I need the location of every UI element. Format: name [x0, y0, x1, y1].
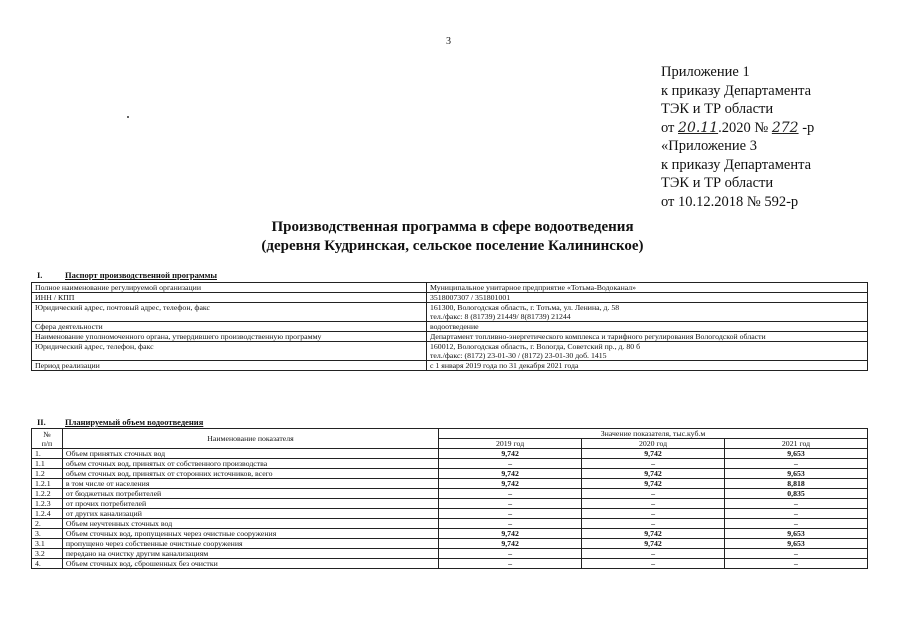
- row-value: –: [582, 509, 725, 519]
- row-value: –: [725, 519, 868, 529]
- volume-row: [32, 529, 868, 539]
- volume-row: [32, 539, 868, 549]
- row-value: –: [439, 489, 582, 499]
- row-value: 9,742: [582, 539, 725, 549]
- header-num: № п/п: [32, 429, 63, 449]
- appendix-line-6: к приказу Департамента: [661, 156, 812, 173]
- passport-row: [32, 342, 868, 361]
- row-value: –: [725, 559, 868, 569]
- row-name: от других канализаций: [62, 509, 438, 519]
- row-number: 1.2.3: [32, 499, 63, 509]
- row-value: –: [725, 499, 868, 509]
- scan-speck: [127, 116, 129, 118]
- row-value: 9,742: [582, 469, 725, 479]
- passport-value: Муниципальное унитарное предприятие «Тотьма-Водоканал»: [427, 283, 868, 293]
- passport-row: [32, 332, 868, 342]
- handwritten-date: 20.11: [678, 119, 719, 136]
- row-name: Объем сточных вод, пропущенных через очистные сооружения: [62, 529, 438, 539]
- row-value: –: [582, 499, 725, 509]
- row-value: –: [439, 499, 582, 509]
- volume-row: [32, 449, 868, 459]
- row-value: –: [725, 549, 868, 559]
- appendix-line-8: от 10.12.2018 № 592-р: [661, 193, 799, 210]
- passport-table: [31, 282, 868, 371]
- row-number: 1.2.4: [32, 509, 63, 519]
- row-value: –: [582, 489, 725, 499]
- handwritten-order-number: 272: [771, 119, 799, 136]
- row-number: 1.: [32, 449, 63, 459]
- appendix-order-date: от 20.11.2020 № 272 -р: [661, 119, 815, 136]
- passport-label: ИНН / КПП: [32, 293, 427, 303]
- appendix-line-2: к приказу Департамента: [661, 82, 812, 99]
- passport-row: [32, 361, 868, 371]
- appendix-line-7: ТЭК и ТР области: [661, 175, 774, 191]
- row-value: –: [439, 509, 582, 519]
- passport-row: [32, 303, 868, 322]
- row-number: 3.1: [32, 539, 63, 549]
- appendix-line-5: «Приложение 3: [661, 138, 757, 154]
- volume-row: [32, 469, 868, 479]
- row-number: 1.1: [32, 459, 63, 469]
- row-name: от бюджетных потребителей: [62, 489, 438, 499]
- passport-row: [32, 293, 868, 303]
- row-value: 9,653: [725, 469, 868, 479]
- row-name: в том числе от населения: [62, 479, 438, 489]
- row-value: 0,835: [725, 489, 868, 499]
- row-value: –: [725, 459, 868, 469]
- header-year-2020: 2020 год: [582, 439, 725, 449]
- header-year-2021: 2021 год: [725, 439, 868, 449]
- volume-table: [31, 428, 868, 569]
- row-value: 8,818: [725, 479, 868, 489]
- passport-label: Юридический адрес, почтовый адрес, телефон, факс: [32, 303, 427, 322]
- passport-value: Департамент топливно-энергетического комплекса и тарифного регулирования Вологодской области: [427, 332, 868, 342]
- row-name: Объем неучтенных сточных вод: [62, 519, 438, 529]
- volume-row: [32, 509, 868, 519]
- row-name: Объем принятых сточных вод: [62, 449, 438, 459]
- row-value: 9,742: [439, 539, 582, 549]
- row-number: 4.: [32, 559, 63, 569]
- row-number: 1.2.1: [32, 479, 63, 489]
- passport-row: [32, 322, 868, 332]
- row-name: от прочих потребителей: [62, 499, 438, 509]
- volume-row: [32, 489, 868, 499]
- volume-row: [32, 459, 868, 469]
- header-name: Наименование показателя: [62, 429, 438, 449]
- passport-label: Юридический адрес, телефон, факс: [32, 342, 427, 361]
- row-value: 9,742: [439, 479, 582, 489]
- passport-value: 160012, Вологодская область, г. Вологда, Советский пр., д. 80 б тел./факс: (8172) 23-01-30 / (8172) 23-01-30 доб. 1415: [427, 342, 868, 361]
- row-value: 9,742: [582, 479, 725, 489]
- section-1-heading: I. Паспорт производственной программы: [37, 270, 218, 280]
- row-name: передано на очистку другим канализациям: [62, 549, 438, 559]
- volume-row: [32, 549, 868, 559]
- volume-row: [32, 479, 868, 489]
- row-value: 9,742: [439, 469, 582, 479]
- header-year-2019: 2019 год: [439, 439, 582, 449]
- row-number: 1.2.2: [32, 489, 63, 499]
- section-2-heading: II. Планируемый объем водоотведения: [37, 417, 204, 427]
- row-value: 9,742: [582, 449, 725, 459]
- row-number: 2.: [32, 519, 63, 529]
- volume-row: [32, 519, 868, 529]
- row-value: –: [439, 519, 582, 529]
- passport-value: 3518007307 / 351801001: [427, 293, 868, 303]
- row-value: –: [725, 509, 868, 519]
- row-name: объем сточных вод, принятых от сторонних источников, всего: [62, 469, 438, 479]
- row-number: 1.2: [32, 469, 63, 479]
- row-value: 9,653: [725, 529, 868, 539]
- row-value: –: [439, 559, 582, 569]
- row-number: 3.: [32, 529, 63, 539]
- passport-label: Период реализации: [32, 361, 427, 371]
- page-number: 3: [446, 36, 451, 47]
- row-value: –: [582, 459, 725, 469]
- row-value: –: [582, 519, 725, 529]
- row-value: 9,742: [582, 529, 725, 539]
- passport-label: Полное наименование регулируемой организации: [32, 283, 427, 293]
- appendix-line-1: Приложение 1: [661, 64, 750, 80]
- row-value: 9,742: [439, 529, 582, 539]
- row-value: –: [582, 549, 725, 559]
- passport-label: Сфера деятельности: [32, 322, 427, 332]
- row-value: –: [439, 549, 582, 559]
- row-name: объем сточных вод, принятых от собственного производства: [62, 459, 438, 469]
- row-value: –: [439, 459, 582, 469]
- passport-value: водоотведение: [427, 322, 868, 332]
- volume-row: [32, 559, 868, 569]
- row-name: пропущено через собственные очистные сооружения: [62, 539, 438, 549]
- passport-label: Наименование уполномоченного органа, утвердившего производственную программу: [32, 332, 427, 342]
- row-value: 9,742: [439, 449, 582, 459]
- appendix-line-3: ТЭК и ТР области: [661, 101, 774, 117]
- row-value: 9,653: [725, 449, 868, 459]
- volume-row: [32, 499, 868, 509]
- row-number: 3.2: [32, 549, 63, 559]
- document-title: Производственная программа в сфере водоотведения (деревня Кудринская, сельское поселение Калининское): [261, 219, 644, 254]
- row-name: Объем сточных вод, сброшенных без очистки: [62, 559, 438, 569]
- row-value: 9,653: [725, 539, 868, 549]
- header-value: Значение показателя, тыс.куб.м: [439, 429, 868, 439]
- row-value: –: [582, 559, 725, 569]
- passport-value: с 1 января 2019 года по 31 декабря 2021 года: [427, 361, 868, 371]
- passport-value: 161300, Вологодская область, г. Тотьма, ул. Ленина, д. 58 тел./факс: 8 (81739) 21449/ 8(81739) 21244: [427, 303, 868, 322]
- passport-row: [32, 283, 868, 293]
- appendix-block: [661, 63, 814, 211]
